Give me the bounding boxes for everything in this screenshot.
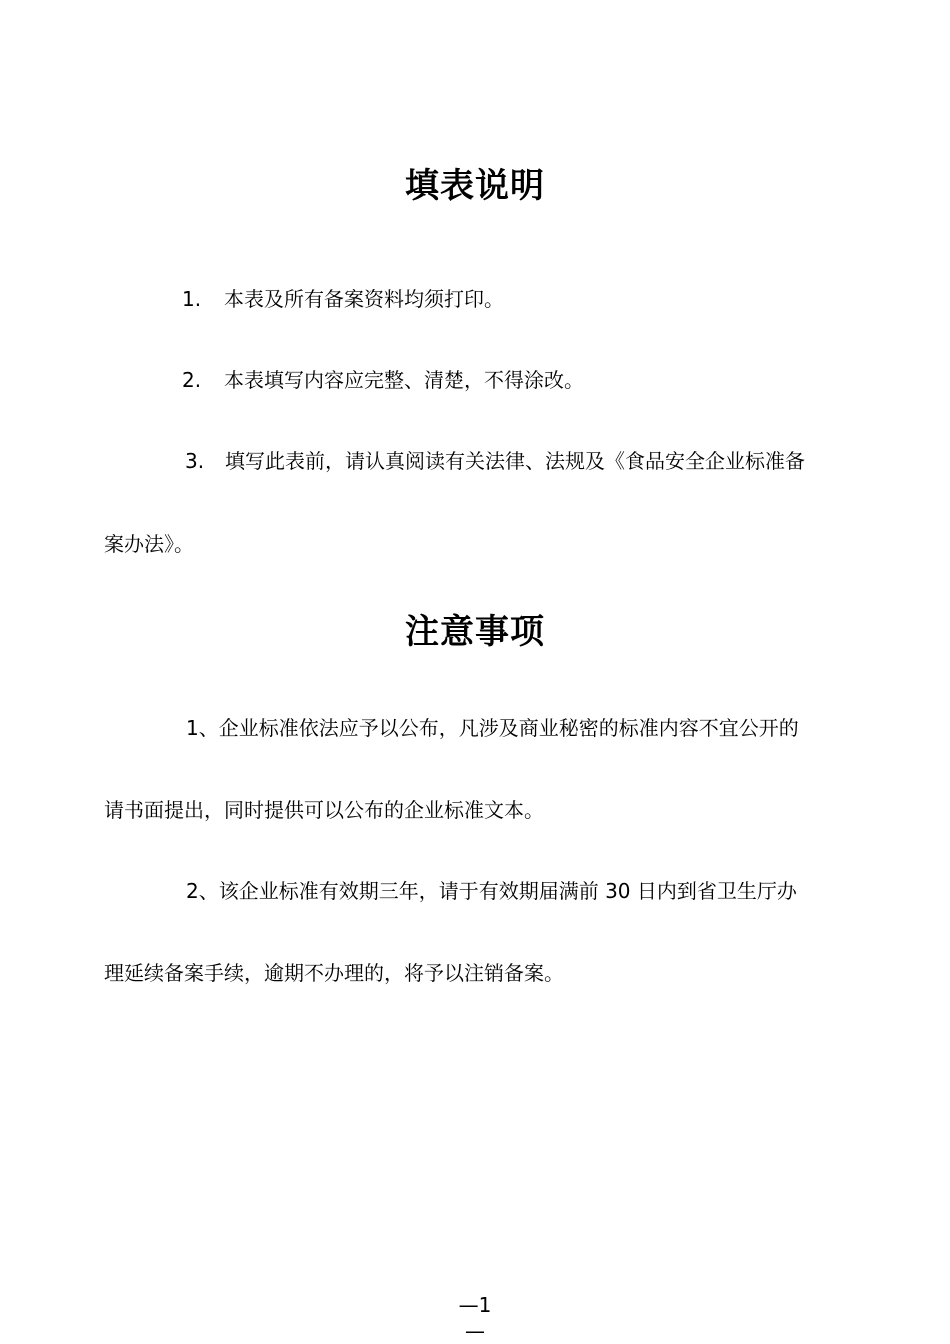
instruction-text: 填写此表前，请认真阅读有关法律、法规及《食品安全企业标准备: [225, 449, 805, 473]
instruction-item-1: [182, 285, 504, 313]
fill-instructions-title: 填表说明: [405, 166, 545, 206]
page-number-dash: —: [465, 1319, 485, 1343]
instruction-number: 3.: [185, 449, 205, 473]
note-item-1-line-2: 请书面提出，同时提供可以公布的企业标准文本。: [104, 798, 544, 822]
note-item-2-line-2: 理延续备案手续，逾期不办理的，将予以注销备案。: [104, 961, 564, 985]
instruction-item-2: [182, 366, 584, 394]
note-item-1-line-1: 1、企业标准依法应予以公布，凡涉及商业秘密的标准内容不宜公开的: [186, 716, 799, 740]
instruction-item-3-continuation: 案办法》。: [104, 532, 194, 556]
notes-title: 注意事项: [405, 612, 545, 652]
instruction-item-3: [185, 447, 805, 475]
instruction-text: 本表及所有备案资料均须打印。: [224, 287, 504, 311]
instruction-number: 2.: [182, 368, 202, 392]
instruction-number: 1.: [182, 287, 202, 311]
instruction-text: 本表填写内容应完整、清楚，不得涂改。: [224, 368, 584, 392]
page-number: —1: [458, 1293, 492, 1317]
note-item-2-line-1: 2、该企业标准有效期三年，请于有效期届满前 30 日内到省卫生厅办: [186, 879, 797, 903]
